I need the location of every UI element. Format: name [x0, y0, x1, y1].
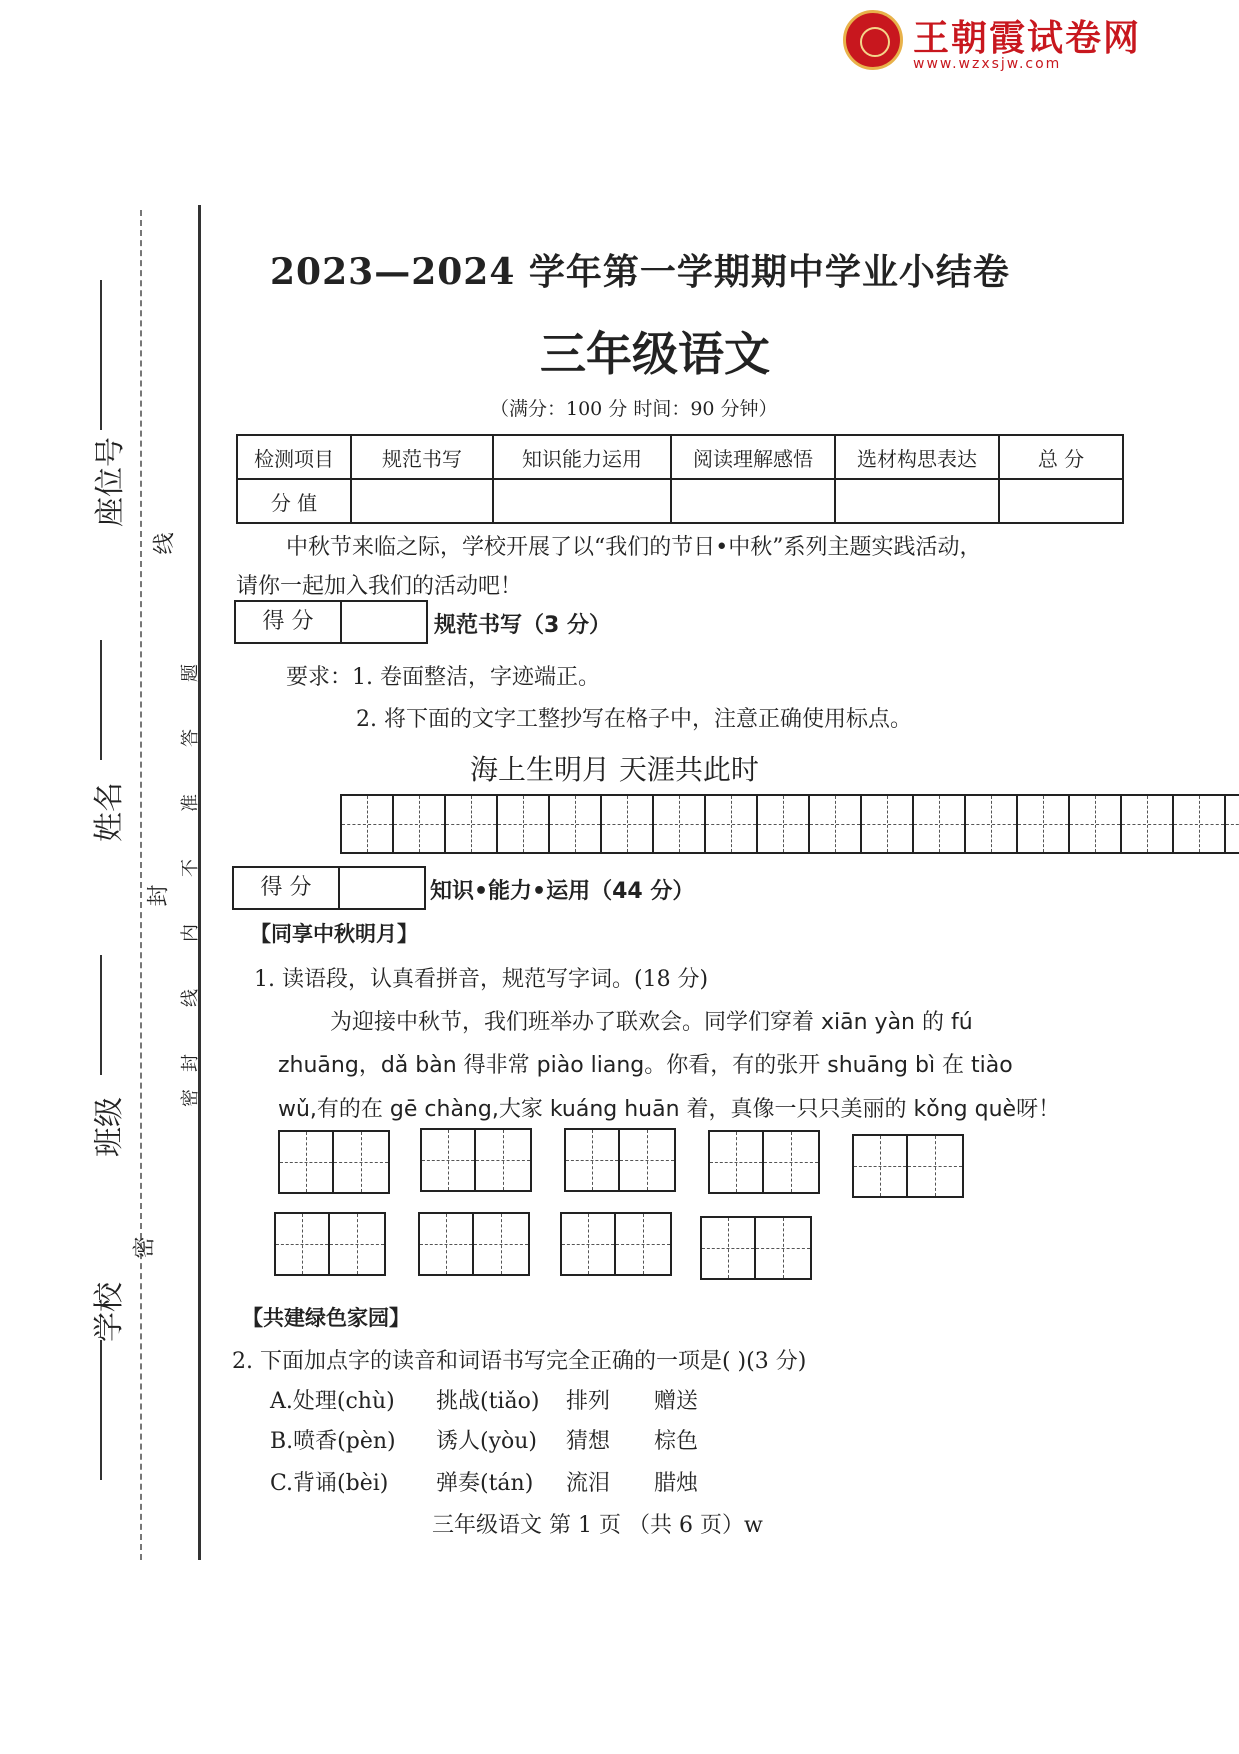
- subheading-2: 【共建绿色家园】: [242, 1306, 410, 1330]
- copy-text: 海上生明月 天涯共此时: [470, 753, 759, 786]
- grid-cell[interactable]: [394, 796, 446, 852]
- name-label: 姓名: [92, 782, 127, 842]
- grid-cell[interactable]: [854, 1136, 908, 1196]
- grid-cell[interactable]: [1070, 796, 1122, 852]
- grid-cell[interactable]: [276, 1214, 330, 1274]
- grid-cell[interactable]: [566, 1130, 620, 1190]
- grid-cell[interactable]: [1174, 796, 1226, 852]
- grid-cell[interactable]: [602, 796, 654, 852]
- answer-grid[interactable]: [708, 1130, 820, 1194]
- grid-cell[interactable]: [862, 796, 914, 852]
- margin-char: 线: [180, 989, 201, 1007]
- grid-cell[interactable]: [446, 796, 498, 852]
- section1-title: 规范书写（3 分）: [434, 613, 611, 638]
- grid-cell[interactable]: [616, 1214, 670, 1274]
- grid-cell[interactable]: [908, 1136, 962, 1196]
- q1-passage-line-1: 为迎接中秋节，我们班举办了联欢会。同学们穿着 xiān yàn 的 fú: [330, 1010, 973, 1035]
- page-footer: 三年级语文 第 1 页 （共 6 页）w: [432, 1513, 763, 1538]
- grid-cell[interactable]: [550, 796, 602, 852]
- seal-char: 封: [146, 884, 172, 907]
- grid-cell[interactable]: [764, 1132, 818, 1192]
- grid-cell[interactable]: [1018, 796, 1070, 852]
- seat-fill-line: [100, 280, 102, 430]
- option-word: 挑战(tiǎo): [436, 1389, 540, 1414]
- answer-grid[interactable]: [274, 1212, 386, 1276]
- option-word: 处理(chù): [292, 1389, 395, 1414]
- score-cell[interactable]: [493, 479, 671, 523]
- intro-line-1: 中秋节来临之际，学校开展了以“我们的节日•中秋”系列主题实践活动，: [286, 535, 982, 560]
- grid-cell[interactable]: [476, 1130, 530, 1190]
- grid-cell[interactable]: [1122, 796, 1174, 852]
- grid-cell[interactable]: [810, 796, 862, 852]
- score-box-label: 得 分: [234, 868, 340, 908]
- score-table-header: 规范书写: [351, 435, 493, 479]
- writing-grid[interactable]: [340, 794, 1239, 854]
- option-label: C.: [270, 1471, 294, 1496]
- seat-label: 座位号: [93, 437, 128, 527]
- q1-passage-line-2: zhuāng，dǎ bàn 得非常 piào liang。你看，有的张开 shuāng bì 在 tiào: [278, 1053, 1013, 1078]
- option-word: 赠送: [654, 1389, 699, 1414]
- line-char: 线: [152, 532, 178, 555]
- option-word: 棕色: [654, 1429, 699, 1454]
- margin-char: 不: [180, 859, 201, 877]
- grid-cell[interactable]: [422, 1130, 476, 1190]
- grid-cell[interactable]: [758, 796, 810, 852]
- score-table-header: 总 分: [999, 435, 1123, 479]
- option-a[interactable]: [270, 1384, 395, 1415]
- answer-grid[interactable]: [852, 1134, 964, 1198]
- grid-cell[interactable]: [756, 1218, 810, 1278]
- score-cell[interactable]: [999, 479, 1123, 523]
- q1-passage-line-3: wǔ,有的在 gē chàng,大家 kuáng huān 着，真像一只只美丽的 kǒng què呀！: [278, 1097, 1061, 1122]
- secret-char: 密: [132, 1236, 158, 1259]
- subject-title: 三年级语文: [540, 327, 770, 381]
- grid-cell[interactable]: [498, 796, 550, 852]
- answer-grid[interactable]: [278, 1130, 390, 1194]
- intro-line-2: 请你一起加入我们的活动吧！: [236, 574, 523, 599]
- score-box-input[interactable]: [340, 868, 424, 908]
- option-c[interactable]: [270, 1466, 388, 1497]
- score-box-label: 得 分: [236, 602, 342, 642]
- subheading-1: 【同享中秋明月】: [250, 922, 418, 946]
- score-table-header: 阅读理解感悟: [671, 435, 835, 479]
- score-cell[interactable]: [351, 479, 493, 523]
- site-logo: [843, 10, 1223, 72]
- school-label: 学校: [92, 1282, 127, 1342]
- option-word: 猜想: [566, 1429, 611, 1454]
- score-table-header: 选材构思表达: [835, 435, 999, 479]
- requirement-1: 要求：1. 卷面整洁，字迹端正。: [286, 665, 600, 690]
- school-fill-line: [100, 1340, 102, 1480]
- score-cell[interactable]: [671, 479, 835, 523]
- option-word: 流泪: [566, 1471, 611, 1496]
- grid-cell[interactable]: [1226, 796, 1239, 852]
- option-word: 诱人(yòu): [436, 1429, 538, 1454]
- score-table-row-label: 分 值: [237, 479, 351, 523]
- logo-url: www.wzxsjw.com: [913, 56, 1062, 72]
- class-label: 班级: [92, 1097, 127, 1157]
- name-fill-line: [100, 640, 102, 760]
- binding-line: [198, 205, 201, 1560]
- question-1-title: 1. 读语段，认真看拼音，规范写字词。(18 分): [254, 967, 709, 992]
- logo-seal-icon: [843, 10, 903, 70]
- option-label: A.: [270, 1389, 293, 1414]
- margin-char: 封: [180, 1054, 201, 1072]
- grid-cell[interactable]: [620, 1130, 674, 1190]
- margin-char: 内: [180, 924, 201, 942]
- score-table-header: 知识能力运用: [493, 435, 671, 479]
- question-2-title: 2. 下面加点字的读音和词语书写完全正确的一项是( )(3 分): [232, 1349, 807, 1374]
- score-table-header: 检测项目: [237, 435, 351, 479]
- option-word: 腊烛: [654, 1471, 699, 1496]
- grid-cell[interactable]: [966, 796, 1018, 852]
- score-box-input[interactable]: [342, 602, 426, 642]
- grid-cell[interactable]: [562, 1214, 616, 1274]
- option-label: B.: [270, 1429, 294, 1454]
- grid-cell[interactable]: [280, 1132, 334, 1192]
- margin-char: 题: [180, 664, 201, 682]
- grid-cell[interactable]: [330, 1214, 384, 1274]
- exam-title: 2023—2024 学年第一学期期中学业小结卷: [270, 251, 1010, 293]
- class-fill-line: [100, 955, 102, 1075]
- answer-grid[interactable]: [700, 1216, 812, 1280]
- option-word: 弹奏(tán): [436, 1471, 534, 1496]
- score-box: [234, 600, 428, 644]
- grid-cell[interactable]: [914, 796, 966, 852]
- grid-cell[interactable]: [342, 796, 394, 852]
- option-b[interactable]: [270, 1424, 396, 1455]
- score-box: [232, 866, 426, 910]
- answer-grid[interactable]: [420, 1128, 532, 1192]
- grid-cell[interactable]: [420, 1214, 474, 1274]
- answer-grid[interactable]: [418, 1212, 530, 1276]
- requirement-2: 2. 将下面的文字工整抄写在格子中，注意正确使用标点。: [356, 707, 912, 732]
- grid-cell[interactable]: [654, 796, 706, 852]
- grid-cell[interactable]: [474, 1214, 528, 1274]
- grid-cell[interactable]: [702, 1218, 756, 1278]
- option-word: 背诵(bèi): [293, 1471, 389, 1496]
- margin-char: 答: [180, 729, 201, 747]
- answer-grid[interactable]: [560, 1212, 672, 1276]
- exam-meta: （满分：100 分 时间：90 分钟）: [490, 398, 778, 420]
- option-word: 排列: [566, 1389, 611, 1414]
- margin-char: 密: [180, 1089, 201, 1107]
- score-table: [236, 434, 1124, 524]
- grid-cell[interactable]: [706, 796, 758, 852]
- answer-grid[interactable]: [564, 1128, 676, 1192]
- grid-cell[interactable]: [710, 1132, 764, 1192]
- grid-cell[interactable]: [334, 1132, 388, 1192]
- section2-title: 知识•能力•运用（44 分）: [430, 879, 695, 904]
- margin-char: 准: [180, 794, 201, 812]
- score-cell[interactable]: [835, 479, 999, 523]
- option-word: 喷香(pèn): [293, 1429, 396, 1454]
- logo-title: 王朝霞试卷网: [913, 18, 1142, 59]
